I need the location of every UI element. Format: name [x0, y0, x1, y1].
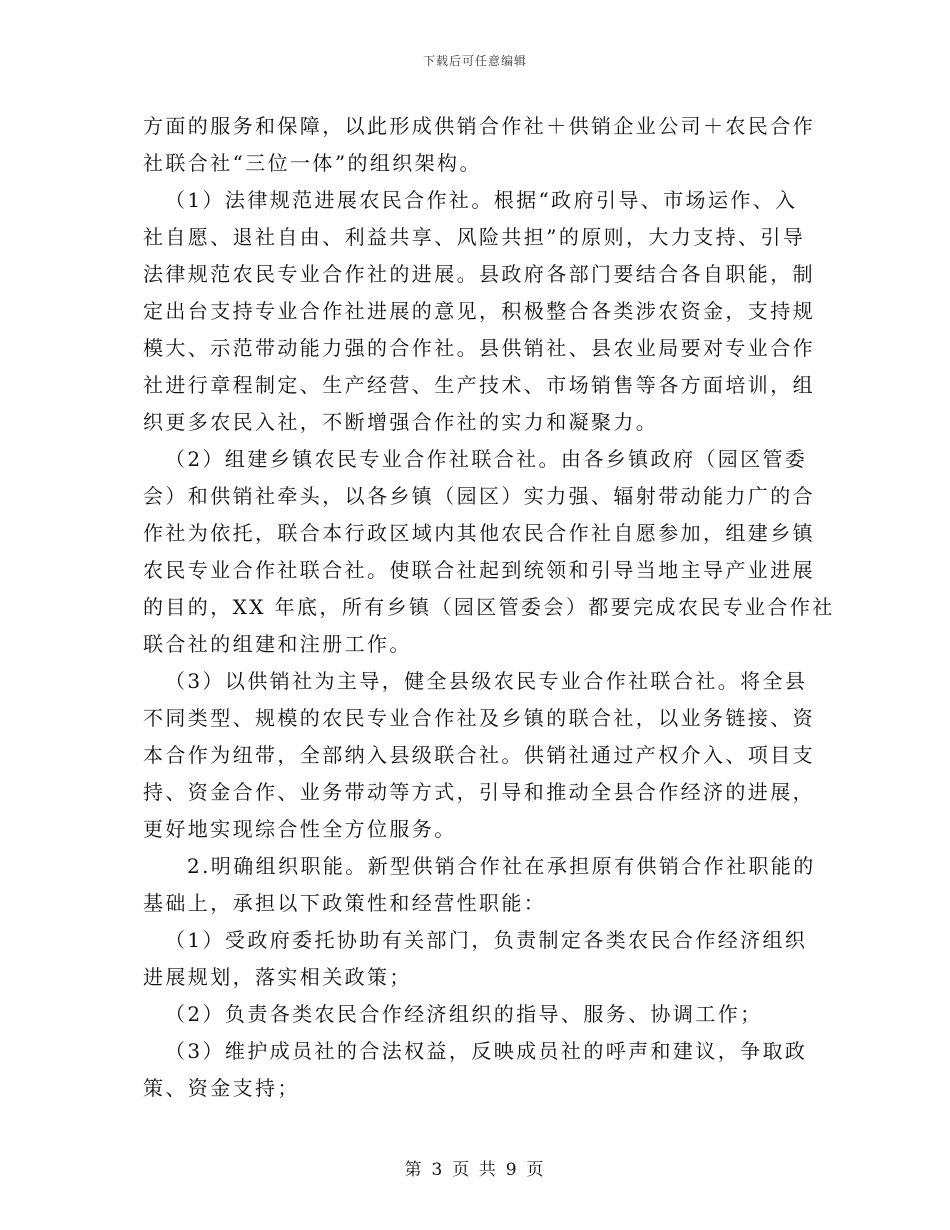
- document-body: [143, 108, 835, 1107]
- text-line: （1）受政府委托协助有关部门，负责制定各类农民合作经济组织: [165, 928, 808, 952]
- page-footer: [0, 1155, 950, 1180]
- paragraph: [143, 663, 815, 848]
- text-line: 定出台支持专业合作社进展的意见，积极整合各类涉农资金，支持规: [143, 299, 815, 323]
- text-line: 农民专业合作社联合社。使联合社起到统领和引导当地主导产业进展: [143, 558, 815, 582]
- text-line: 2.明确组织职能。新型供销合作社在承担原有供销合作社职能的: [187, 854, 816, 878]
- text-line: 模大、示范带动能力强的合作社。县供销社、县农业局要对专业合作: [143, 336, 815, 360]
- text-line: 方面的服务和保障，以此形成供销合作社＋供销企业公司＋农民合作: [143, 114, 815, 138]
- text-line: 会）和供销社牵头，以各乡镇（园区）实力强、辐射带动能力广的合: [143, 484, 815, 508]
- text-line: 织更多农民入社，不断增强合作社的实力和凝聚力。: [143, 410, 659, 434]
- page-header: 下载后可任意编辑: [422, 54, 527, 68]
- paragraph: [143, 441, 835, 663]
- text-line: （1）法律规范进展农民合作社。根据“政府引导、市场运作、入: [165, 188, 798, 212]
- paragraph: [143, 848, 816, 922]
- text-line: 法律规范农民专业合作社的进展。县政府各部门要结合各自职能，制: [143, 262, 815, 286]
- footer-prefix: 第: [404, 1160, 424, 1180]
- text-line: 基础上，承担以下政策性和经营性职能：: [143, 891, 547, 915]
- text-line: 不同类型、规模的农民专业合作社及乡镇的联合社，以业务链接、资: [143, 706, 815, 730]
- paragraph: [143, 108, 815, 182]
- text-line: 社联合社“三位一体”的组织架构。: [143, 151, 482, 175]
- text-line: （2）负责各类农民合作经济组织的指导、服务、协调工作；: [165, 1002, 763, 1026]
- footer-suffix: 页: [526, 1160, 546, 1180]
- text-line: 本合作为纽带，全部纳入县级联合社。供销社通过产权介入、项目支: [143, 743, 815, 767]
- paragraph: [143, 922, 809, 996]
- text-line: （3）以供销社为主导，健全县级农民专业合作社联合社。将全县: [165, 669, 808, 693]
- text-line: 作社为依托，联合本行政区域内其他农民合作社自愿参加，组建乡镇: [143, 521, 815, 545]
- footer-middle: 页 共: [452, 1160, 498, 1180]
- text-line: 联合社的组建和注册工作。: [143, 632, 412, 656]
- page-number: 3: [431, 1160, 445, 1180]
- text-line: 的目的，XX 年底，所有乡镇（园区管委会）都要完成农民专业合作社: [143, 595, 835, 619]
- text-line: 更好地实现综合性全方位服务。: [143, 817, 457, 841]
- text-line: （3）维护成员社的合法权益，反映成员社的呼声和建议，争取政: [165, 1039, 808, 1063]
- text-line: 持、资金合作、业务带动等方式，引导和推动全县合作经济的进展，: [143, 780, 815, 804]
- paragraph: [143, 996, 809, 1033]
- paragraph: [143, 1033, 809, 1107]
- paragraph: [143, 182, 815, 441]
- total-pages: 9: [505, 1160, 519, 1180]
- text-line: （2）组建乡镇农民专业合作社联合社。由各乡镇政府（园区管委: [165, 447, 808, 471]
- text-line: 社进行章程制定、生产经营、生产技术、市场销售等各方面培训，组: [143, 373, 815, 397]
- text-line: 进展规划，落实相关政策；: [143, 965, 412, 989]
- text-line: 策、资金支持；: [143, 1076, 300, 1100]
- text-line: 社自愿、退社自由、利益共享、风险共担”的原则，大力支持、引导: [143, 225, 806, 249]
